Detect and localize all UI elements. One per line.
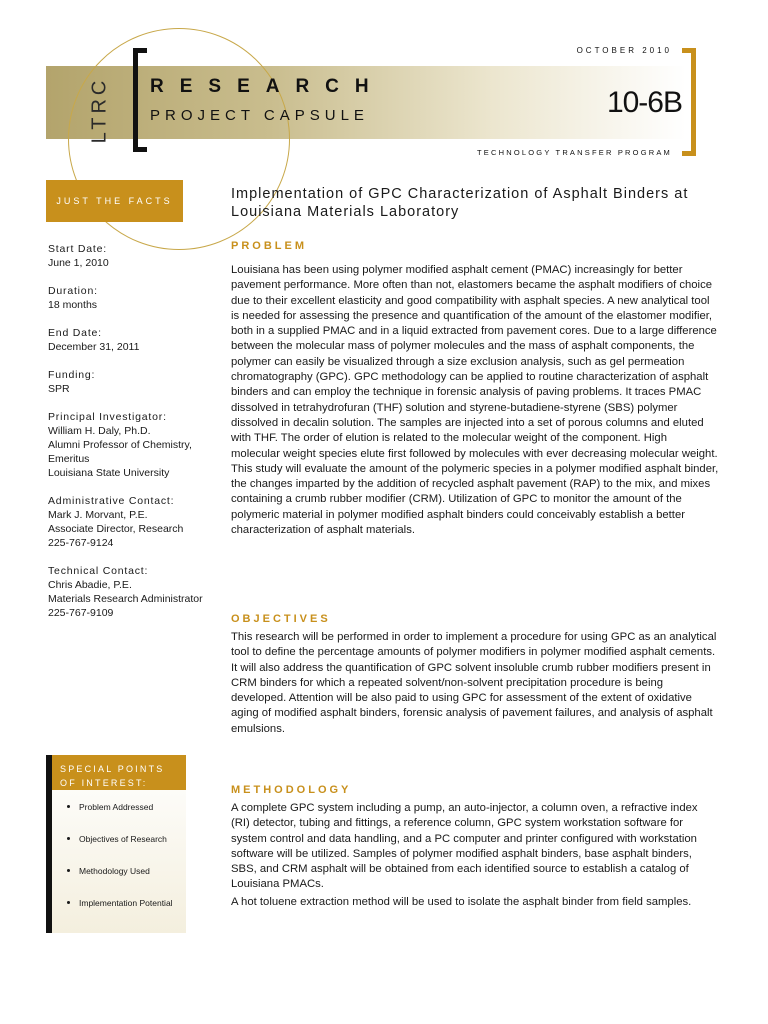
- fact-label: Principal Investigator:: [48, 411, 167, 423]
- ltrc-vertical-label: LTRC: [88, 76, 111, 144]
- list-item: Implementation Potential: [70, 898, 186, 930]
- just-the-facts-label: JUST THE FACTS: [56, 196, 173, 206]
- research-wordmark: RESEARCH: [150, 76, 385, 97]
- program-label: TECHNOLOGY TRANSFER PROGRAM: [477, 148, 672, 157]
- project-number: 10-6B: [606, 86, 682, 119]
- project-capsule-label: PROJECT CAPSULE: [150, 107, 369, 124]
- fact-technical-contact: [48, 564, 228, 620]
- issue-date: OCTOBER 2010: [576, 46, 672, 55]
- fact-administrative-contact: [48, 494, 228, 550]
- fact-label: Technical Contact:: [48, 565, 149, 577]
- document-title: Implementation of GPC Characterization of Asphalt Binders at Louisiana Materials Laboratory: [231, 186, 689, 220]
- problem-text: Louisiana has been using polymer modified asphalt cement (PMAC) increasingly for better pavement performance. More often than not, elastomers became the asphalt modifiers of choice due to their excellent elasticity and good compatibility with asphalt species. A new analytical tool is needed for assessing the presence and quantification of the amount of the elastomer modifier, both in a supplied PMAC and in a liquid extracted from pavement cores. Due to a large difference between the molecular mass of polymer molecules and the mass of asphalt components, the polymer can easily be visualized through a size exclusion analysis, such as gel permeation chromatography (GPC). GPC methodology can be applied to routine characterization of asphalt binders and can employ the technique in forensic analysis of paving problems. It traces PMAC dissolved in tetrahydrofuran (THF) solution and styrene-butadiene-styrene (SBS) polymer dissolved in decalin solution. The samples are injected into a set of porous columns and eluted with THF. The order of elution is related to the molecular weight of the component. High molecular weight species elute first followed by molecules with ever decreasing molecular weight. This study will evaluate the amount of the polymeric species in a polymer modified asphalt binder, the changes imparted by the addition of recycled asphalt pavement (RAP) to the mix, and mixes containing a crumb rubber modifier (CRM). Utilization of GPC to monitor the amount of the polymeric material in polymer modified asphalt binders could conceivably establish a better characterization of asphalt materials.: [231, 264, 719, 537]
- fact-value: Louisiana State University: [48, 467, 170, 479]
- fact-value: Associate Director, Research: [48, 523, 184, 535]
- just-the-facts-heading: [46, 180, 183, 222]
- list-item: Methodology Used: [70, 866, 186, 898]
- methodology-text: A complete GPC system including a pump, an auto-injector, a column oven, a refractive index (RI) detector, tubing and fittings, a reference column, GPC system workstation software for system control and data handling, and a PC computer and printer configured with workstation software will be utilized. Samples of polymer modified asphalt binders, base asphalt binders, SBS, and CRM asphalt will be obtained from each identified source to establish a catalog of Louisiana PMACs.: [231, 802, 698, 891]
- list-item: Objectives of Research: [70, 834, 186, 866]
- fact-value: December 31, 2011: [48, 341, 140, 353]
- left-bracket: [133, 48, 147, 152]
- fact-value: Materials Research Administrator: [48, 593, 203, 605]
- fact-value: June 1, 2010: [48, 257, 109, 269]
- fact-label: Start Date:: [48, 243, 107, 255]
- fact-value: 18 months: [48, 299, 98, 311]
- special-points-heading: SPECIAL POINTS OF INTEREST:: [52, 755, 186, 790]
- fact-label: Funding:: [48, 369, 96, 381]
- list-item: Problem Addressed: [70, 802, 186, 834]
- fact-funding: [48, 368, 228, 396]
- fact-label: Duration:: [48, 285, 98, 297]
- objectives-heading: OBJECTIVES: [231, 613, 331, 625]
- fact-value: Chris Abadie, P.E.: [48, 579, 132, 591]
- fact-value: 225-767-9109: [48, 607, 114, 619]
- fact-start-date: [48, 242, 228, 270]
- fact-principal-investigator: [48, 410, 228, 480]
- facts-list: [48, 242, 228, 634]
- fact-value: William H. Daly, Ph.D.: [48, 425, 151, 437]
- fact-value: SPR: [48, 383, 70, 395]
- fact-value: Alumni Professor of Chemistry, Emeritus: [48, 439, 192, 465]
- fact-value: 225-767-9124: [48, 537, 114, 549]
- fact-label: End Date:: [48, 327, 102, 339]
- fact-duration: [48, 284, 228, 312]
- special-points-box: [46, 755, 186, 933]
- problem-heading: PROBLEM: [231, 240, 307, 252]
- right-bracket: [682, 48, 696, 156]
- methodology-text-2: A hot toluene extraction method will be used to isolate the asphalt binder from field samples.: [231, 896, 692, 908]
- fact-label: Administrative Contact:: [48, 495, 175, 507]
- fact-value: Mark J. Morvant, P.E.: [48, 509, 148, 521]
- fact-end-date: [48, 326, 228, 354]
- methodology-heading: METHODOLOGY: [231, 784, 352, 796]
- special-points-list: [52, 802, 186, 930]
- objectives-text: This research will be performed in order to implement a procedure for using GPC as an analytical tool to define the percentage amounts of polymer modifiers in polymer modified asphalt cements. It will also address the quantification of GPC solvent insoluble crumb rubber modifiers present in CRM binders for which a repeated solvent/non-solvent precipitation procedure is being developed. Attention will be also paid to using GPC for assessment of the extent of oxidative aging of modified asphalt binders, forensic analysis of pavement failures, and analysis of asphalt emulsions.: [231, 631, 717, 735]
